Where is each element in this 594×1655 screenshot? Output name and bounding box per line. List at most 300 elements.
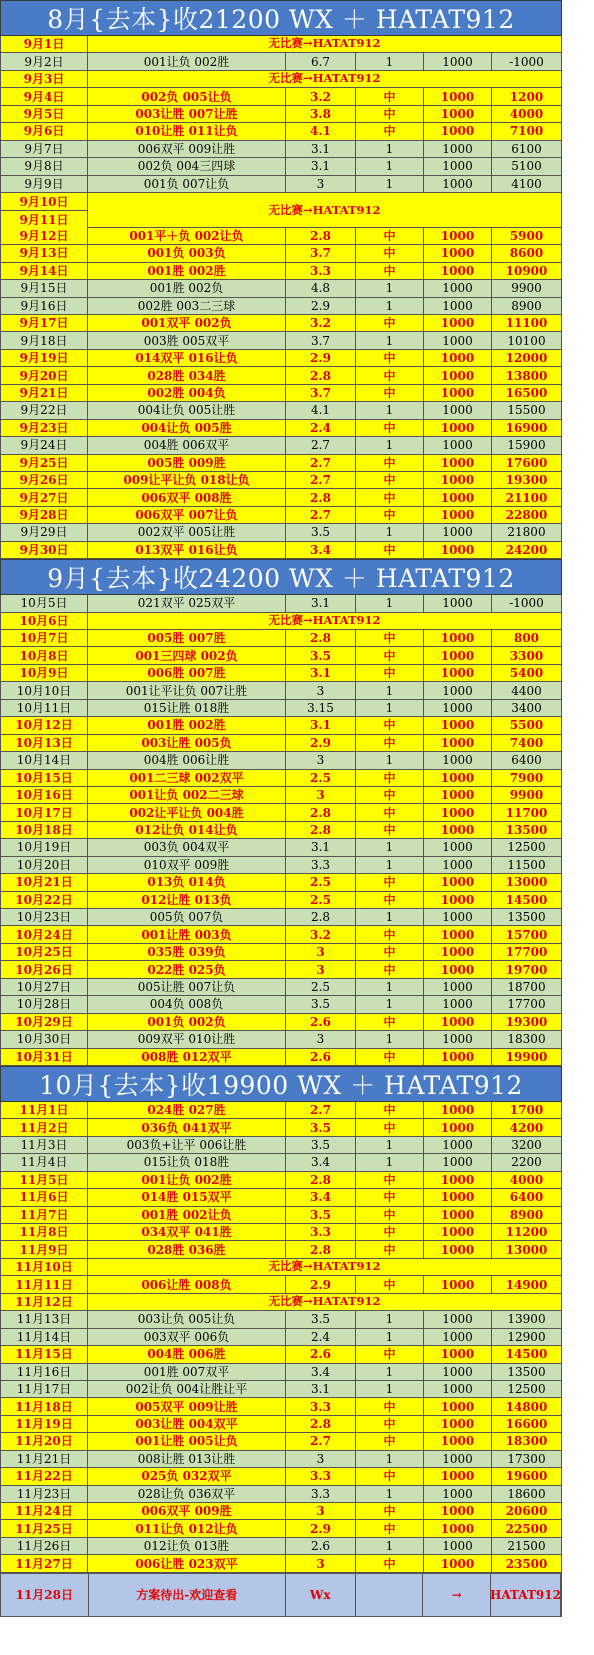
running-total-cell: 13500 (492, 909, 562, 925)
running-total-cell: 3200 (492, 1137, 562, 1153)
match-pick-cell: 003让胜 004双平 (88, 1416, 286, 1432)
result-cell: 中 (356, 1346, 424, 1362)
stake-cell: 1000 (424, 141, 492, 157)
lose-row (0, 524, 562, 541)
running-total-cell: 13500 (492, 1364, 562, 1380)
win-row (0, 1398, 562, 1415)
odds-cell: 6.7 (286, 53, 356, 69)
odds-cell: 3.2 (286, 88, 356, 104)
result-cell: 1 (356, 909, 424, 925)
merged-dates (0, 193, 88, 227)
running-total-cell: 13800 (492, 367, 562, 383)
date-cell: 10月29日 (0, 1014, 88, 1030)
match-pick-cell: 002负 004三四球 (88, 158, 286, 174)
stake-cell: 1000 (424, 88, 492, 104)
running-total-cell: 3300 (492, 647, 562, 663)
running-total-cell: 12000 (492, 350, 562, 366)
win-row (0, 1049, 562, 1066)
win-row (0, 1241, 562, 1258)
running-total-cell: 4000 (492, 106, 562, 122)
match-pick-cell: 025负 032双平 (88, 1468, 286, 1484)
result-cell: 1 (356, 682, 424, 698)
no-match-row (0, 1259, 562, 1276)
match-pick-cell: 002胜 003二三球 (88, 298, 286, 314)
lose-row (0, 298, 562, 315)
stake-cell: 1000 (424, 787, 492, 803)
running-total-cell: 8900 (492, 1207, 562, 1223)
date-cell: 9月13日 (0, 245, 88, 261)
stake-cell: 1000 (424, 1329, 492, 1345)
date-cell: 9月27日 (0, 489, 88, 505)
odds-cell: 2.8 (286, 489, 356, 505)
odds-cell: 3 (286, 1451, 356, 1467)
running-total-cell: 2200 (492, 1154, 562, 1170)
footer-arrow: → (423, 1574, 491, 1616)
match-pick-cell: 014双平 016让负 (88, 350, 286, 366)
date-cell: 9月28日 (0, 507, 88, 523)
match-pick-cell: 006双平 008胜 (88, 489, 286, 505)
result-cell: 1 (356, 1329, 424, 1345)
match-pick-cell: 001平＋负 002让负 (88, 228, 286, 244)
odds-cell: 4.8 (286, 280, 356, 296)
running-total-cell: 16500 (492, 385, 562, 401)
result-cell: 中 (356, 1555, 424, 1571)
win-row (0, 88, 562, 105)
stake-cell: 1000 (424, 717, 492, 733)
date-cell: 9月16日 (0, 298, 88, 314)
no-match-row (0, 1294, 562, 1311)
date-cell: 9月7日 (0, 141, 88, 157)
match-pick-cell: 010双平 009胜 (88, 857, 286, 873)
running-total-cell: 13500 (492, 822, 562, 838)
win-row (0, 735, 562, 752)
win-row (0, 455, 562, 472)
lose-row (0, 1364, 562, 1381)
result-cell: 中 (356, 1503, 424, 1519)
date-cell: 10月31日 (0, 1049, 88, 1065)
date-cell: 11月20日 (0, 1433, 88, 1449)
result-cell: 中 (356, 123, 424, 139)
running-total-cell: 14800 (492, 1398, 562, 1414)
stake-cell: 1000 (424, 106, 492, 122)
stake-cell: 1000 (424, 1451, 492, 1467)
stake-cell: 1000 (424, 1381, 492, 1397)
match-pick-cell: 003胜 005双平 (88, 332, 286, 348)
odds-cell: 2.5 (286, 770, 356, 786)
result-cell: 中 (356, 1241, 424, 1257)
running-total-cell: -1000 (492, 53, 562, 69)
date-cell: 9月23日 (0, 420, 88, 436)
date-cell: 11月9日 (0, 1241, 88, 1257)
result-cell: 中 (356, 245, 424, 261)
running-total-cell: 22500 (492, 1520, 562, 1536)
odds-cell: 3.4 (286, 1364, 356, 1380)
footer-id: HATAT912 (491, 1574, 561, 1616)
lose-row (0, 909, 562, 926)
odds-cell: 2.7 (286, 472, 356, 488)
odds-cell: 3.5 (286, 1311, 356, 1327)
running-total-cell: 22800 (492, 507, 562, 523)
odds-cell: 2.8 (286, 1172, 356, 1188)
date-cell: 11月18日 (0, 1398, 88, 1414)
win-row (0, 1119, 562, 1136)
date-cell: 11月7日 (0, 1207, 88, 1223)
odds-cell: 3.5 (286, 996, 356, 1012)
result-cell: 1 (356, 437, 424, 453)
odds-cell: 3.1 (286, 665, 356, 681)
match-pick-cell: 001负 003负 (88, 245, 286, 261)
running-total-cell: 9900 (492, 787, 562, 803)
result-cell: 中 (356, 1014, 424, 1030)
win-row (0, 1416, 562, 1433)
stake-cell: 1000 (424, 1503, 492, 1519)
result-cell: 中 (356, 1119, 424, 1135)
odds-cell: 2.9 (286, 1520, 356, 1536)
odds-cell: 3.3 (286, 1486, 356, 1502)
match-pick-cell: 004胜 006胜 (88, 1346, 286, 1362)
running-total-cell: 23500 (492, 1555, 562, 1571)
date-cell: 9月15日 (0, 280, 88, 296)
result-cell: 中 (356, 926, 424, 942)
running-total-cell: 17700 (492, 996, 562, 1012)
win-row (0, 770, 562, 787)
date-cell: 10月20日 (0, 857, 88, 873)
date-cell: 10月13日 (0, 735, 88, 751)
running-total-cell: 4100 (492, 176, 562, 192)
no-match-note: 无比赛→HATAT912 (88, 36, 562, 52)
odds-cell: 2.6 (286, 1014, 356, 1030)
running-total-cell: 13000 (492, 1241, 562, 1257)
running-total-cell: 11200 (492, 1224, 562, 1240)
date-cell: 10月9日 (0, 665, 88, 681)
match-pick-cell: 002负 005让负 (88, 88, 286, 104)
result-cell: 1 (356, 1137, 424, 1153)
match-pick-cell: 003双平 006负 (88, 1329, 286, 1345)
odds-cell: 2.5 (286, 874, 356, 890)
stake-cell: 1000 (424, 367, 492, 383)
no-match-note: 无比赛→HATAT912 (88, 71, 562, 87)
running-total-cell: 12500 (492, 839, 562, 855)
date-cell: 11月13日 (0, 1311, 88, 1327)
odds-cell: 3.2 (286, 315, 356, 331)
odds-cell: 2.6 (286, 1346, 356, 1362)
running-total-cell: 11700 (492, 804, 562, 820)
stake-cell: 1000 (424, 647, 492, 663)
date-cell: 11月19日 (0, 1416, 88, 1432)
stake-cell: 1000 (424, 437, 492, 453)
match-pick-cell: 015让负 018胜 (88, 1154, 286, 1170)
result-cell: 中 (356, 804, 424, 820)
date-cell: 9月18日 (0, 332, 88, 348)
stake-cell: 1000 (424, 472, 492, 488)
running-total-cell: 12500 (492, 1381, 562, 1397)
win-row (0, 1102, 562, 1119)
odds-cell: 3.1 (286, 595, 356, 611)
stake-cell: 1000 (424, 1486, 492, 1502)
lose-row (0, 141, 562, 158)
result-cell: 中 (356, 1416, 424, 1432)
odds-cell: 2.4 (286, 420, 356, 436)
match-pick-cell: 004胜 006双平 (88, 437, 286, 453)
date-cell: 9月19日 (0, 350, 88, 366)
stake-cell: 1000 (424, 1538, 492, 1554)
odds-cell: 2.8 (286, 1416, 356, 1432)
match-pick-cell: 001胜 007双平 (88, 1364, 286, 1380)
odds-cell: 4.1 (286, 402, 356, 418)
result-cell: 1 (356, 857, 424, 873)
date-cell: 10月25日 (0, 944, 88, 960)
lose-row (0, 176, 562, 193)
running-total-cell: 18300 (492, 1433, 562, 1449)
result-cell: 1 (356, 1451, 424, 1467)
odds-cell: 3.7 (286, 332, 356, 348)
running-total-cell: 17300 (492, 1451, 562, 1467)
result-cell: 中 (356, 472, 424, 488)
date-cell: 11月4日 (0, 1154, 88, 1170)
win-row (0, 926, 562, 943)
odds-cell: 3.3 (286, 263, 356, 279)
running-total-cell: 1200 (492, 88, 562, 104)
odds-cell: 3.5 (286, 1137, 356, 1153)
stake-cell: 1000 (424, 1433, 492, 1449)
odds-cell: 2.9 (286, 350, 356, 366)
result-cell: 1 (356, 752, 424, 768)
stake-cell: 1000 (424, 1137, 492, 1153)
result-cell: 中 (356, 630, 424, 646)
odds-cell: 3 (286, 787, 356, 803)
stake-cell: 1000 (424, 926, 492, 942)
odds-cell: 3.3 (286, 1224, 356, 1240)
result-cell: 1 (356, 839, 424, 855)
running-total-cell: 11100 (492, 315, 562, 331)
no-match-row (0, 36, 562, 53)
stake-cell: 1000 (424, 1154, 492, 1170)
result-cell: 中 (356, 106, 424, 122)
running-total-cell: 6400 (492, 752, 562, 768)
date-cell: 9月2日 (0, 53, 88, 69)
date-cell: 10月14日 (0, 752, 88, 768)
odds-cell: 3 (286, 752, 356, 768)
lose-row (0, 857, 562, 874)
stake-cell: 1000 (424, 53, 492, 69)
stake-cell: 1000 (424, 158, 492, 174)
match-pick-cell: 009让平让负 018让负 (88, 472, 286, 488)
result-cell: 中 (356, 1224, 424, 1240)
running-total-cell: 12900 (492, 1329, 562, 1345)
match-pick-cell: 022胜 025负 (88, 961, 286, 977)
match-pick-cell: 008让胜 013让胜 (88, 1451, 286, 1467)
odds-cell: 3.1 (286, 717, 356, 733)
odds-cell: 2.4 (286, 1329, 356, 1345)
result-cell: 中 (356, 1276, 424, 1292)
stake-cell: 1000 (424, 1224, 492, 1240)
result-cell: 中 (356, 542, 424, 558)
no-match-note: 无比赛→HATAT912 (88, 1294, 562, 1310)
match-pick-cell: 001让负 002胜 (88, 53, 286, 69)
result-cell: 1 (356, 1486, 424, 1502)
stake-cell: 1000 (424, 909, 492, 925)
win-row (0, 542, 562, 559)
running-total-cell: 9900 (492, 280, 562, 296)
lose-row (0, 158, 562, 175)
running-total-cell: 17600 (492, 455, 562, 471)
stake-cell: 1000 (424, 298, 492, 314)
match-pick-cell: 015让胜 018胜 (88, 700, 286, 716)
win-row (0, 472, 562, 489)
win-row (0, 1224, 562, 1241)
result-cell: 1 (356, 176, 424, 192)
odds-cell: 3.1 (286, 1381, 356, 1397)
win-row (0, 944, 562, 961)
match-pick-cell: 005胜 007胜 (88, 630, 286, 646)
result-cell: 中 (356, 874, 424, 890)
odds-cell: 3.4 (286, 542, 356, 558)
stake-cell: 1000 (424, 979, 492, 995)
win-row (0, 822, 562, 839)
win-row (0, 350, 562, 367)
match-pick-cell: 001负 002负 (88, 1014, 286, 1030)
running-total-cell: 18700 (492, 979, 562, 995)
result-cell: 1 (356, 402, 424, 418)
match-pick-cell: 013双平 016让负 (88, 542, 286, 558)
odds-cell: 3.3 (286, 1468, 356, 1484)
running-total-cell: 19600 (492, 1468, 562, 1484)
odds-cell: 3 (286, 1031, 356, 1047)
win-row (0, 1346, 562, 1363)
result-cell: 中 (356, 1049, 424, 1065)
match-pick-cell: 014胜 015双平 (88, 1189, 286, 1205)
match-pick-cell: 003让胜 007让胜 (88, 106, 286, 122)
odds-cell: 2.8 (286, 909, 356, 925)
stake-cell: 1000 (424, 1049, 492, 1065)
result-cell: 中 (356, 892, 424, 908)
date-cell: 11月6日 (0, 1189, 88, 1205)
odds-cell: 3 (286, 961, 356, 977)
win-row (0, 787, 562, 804)
match-pick-cell: 001让平让负 007让胜 (88, 682, 286, 698)
odds-cell: 2.7 (286, 455, 356, 471)
match-pick-cell: 001让负 002二三球 (88, 787, 286, 803)
no-match-row (0, 71, 562, 88)
footer-row (0, 1573, 562, 1617)
odds-cell: 2.5 (286, 979, 356, 995)
date-cell: 9月30日 (0, 542, 88, 558)
date-cell: 10月21日 (0, 874, 88, 890)
stake-cell: 1000 (424, 1311, 492, 1327)
date-cell: 10月28日 (0, 996, 88, 1012)
running-total-cell: 14900 (492, 1276, 562, 1292)
date-cell: 10月7日 (0, 630, 88, 646)
match-pick-cell: 011让负 012让负 (88, 1520, 286, 1536)
stake-cell: 1000 (424, 1346, 492, 1362)
stake-cell: 1000 (424, 1416, 492, 1432)
result-cell: 中 (356, 88, 424, 104)
footer-wx: Wx (286, 1574, 356, 1616)
result-cell: 中 (356, 1433, 424, 1449)
odds-cell: 3.2 (286, 926, 356, 942)
odds-cell: 3 (286, 944, 356, 960)
match-pick-cell: 028让负 036双平 (88, 1486, 286, 1502)
odds-cell: 3 (286, 176, 356, 192)
match-pick-cell: 001让负 002胜 (88, 1172, 286, 1188)
match-pick-cell: 028胜 034胜 (88, 367, 286, 383)
match-pick-cell: 001胜 002负 (88, 280, 286, 296)
result-cell: 中 (356, 385, 424, 401)
odds-cell: 2.9 (286, 298, 356, 314)
running-total-cell: -1000 (492, 595, 562, 611)
match-pick-cell: 002双平 005让胜 (88, 524, 286, 540)
match-pick-cell: 004让负 005让胜 (88, 402, 286, 418)
match-pick-cell: 021双平 025双平 (88, 595, 286, 611)
stake-cell: 1000 (424, 420, 492, 436)
win-row (0, 647, 562, 664)
stake-cell: 1000 (424, 839, 492, 855)
running-total-cell: 18600 (492, 1486, 562, 1502)
match-pick-cell: 008胜 012双平 (88, 1049, 286, 1065)
stake-cell: 1000 (424, 1398, 492, 1414)
running-total-cell: 11500 (492, 857, 562, 873)
date-cell: 9月20日 (0, 367, 88, 383)
running-total-cell: 16900 (492, 420, 562, 436)
lose-row (0, 280, 562, 297)
stake-cell: 1000 (424, 1189, 492, 1205)
stake-cell: 1000 (424, 123, 492, 139)
date-cell: 11月11日 (0, 1276, 88, 1292)
odds-cell: 3.3 (286, 1398, 356, 1414)
win-row (0, 630, 562, 647)
stake-cell: 1000 (424, 228, 492, 244)
win-row (0, 245, 562, 262)
running-total-cell: 7100 (492, 123, 562, 139)
stake-cell: 1000 (424, 507, 492, 523)
match-pick-cell: 001二三球 002双平 (88, 770, 286, 786)
result-cell: 中 (356, 1468, 424, 1484)
date-cell: 9月29日 (0, 524, 88, 540)
match-pick-cell: 035胜 039负 (88, 944, 286, 960)
date-cell: 9月10日 (1, 193, 87, 211)
stake-cell: 1000 (424, 595, 492, 611)
odds-cell: 2.7 (286, 1102, 356, 1118)
match-pick-cell: 005胜 009胜 (88, 455, 286, 471)
odds-cell: 2.9 (286, 1276, 356, 1292)
running-total-cell: 4200 (492, 1119, 562, 1135)
result-cell: 中 (356, 1189, 424, 1205)
lose-row (0, 682, 562, 699)
match-pick-cell: 001胜 002胜 (88, 717, 286, 733)
result-cell: 中 (356, 770, 424, 786)
match-pick-cell: 003负 004双平 (88, 839, 286, 855)
result-cell: 中 (356, 1207, 424, 1223)
result-cell: 中 (356, 228, 424, 244)
stake-cell: 1000 (424, 1468, 492, 1484)
stake-cell: 1000 (424, 263, 492, 279)
result-cell: 中 (356, 717, 424, 733)
running-total-cell: 19300 (492, 1014, 562, 1030)
stake-cell: 1000 (424, 735, 492, 751)
odds-cell: 4.1 (286, 123, 356, 139)
win-row (0, 1555, 562, 1572)
date-cell: 11月10日 (0, 1259, 88, 1275)
stake-cell: 1000 (424, 822, 492, 838)
date-cell: 9月22日 (0, 402, 88, 418)
match-pick-cell: 024胜 027胜 (88, 1102, 286, 1118)
running-total-cell: 13000 (492, 874, 562, 890)
win-row (0, 1503, 562, 1520)
odds-cell: 2.7 (286, 507, 356, 523)
date-cell: 10月11日 (0, 700, 88, 716)
result-cell: 中 (356, 489, 424, 505)
date-cell: 11月21日 (0, 1451, 88, 1467)
